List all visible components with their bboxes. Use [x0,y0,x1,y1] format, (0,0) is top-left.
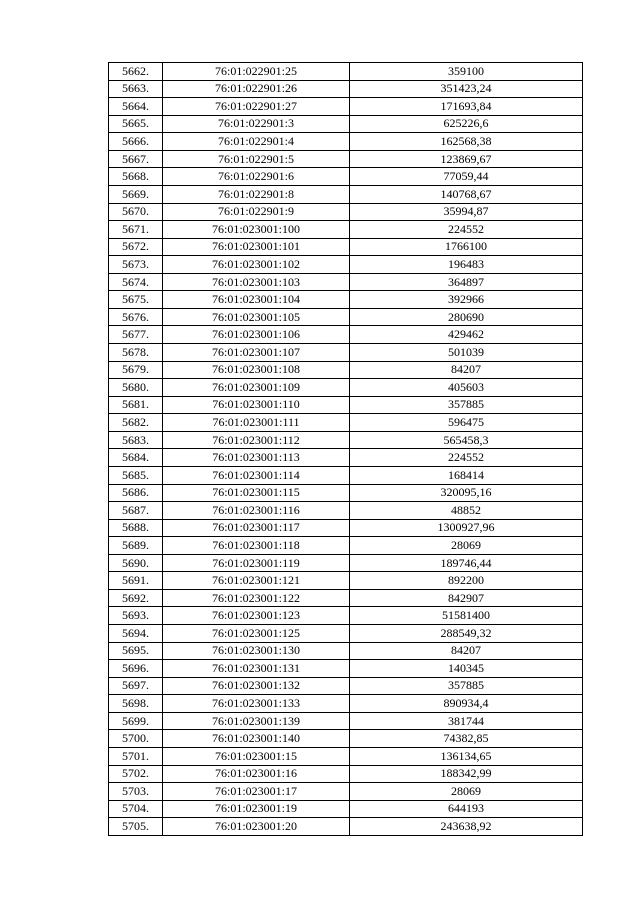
cadastral-number-cell: 76:01:023001:140 [163,730,350,748]
table-row [109,712,583,730]
cadastral-number-cell: 76:01:023001:125 [163,625,350,643]
value-cell: 51581400 [350,607,583,625]
cadastral-number-cell: 76:01:023001:130 [163,642,350,660]
cadastral-number-cell: 76:01:022901:27 [163,98,350,116]
cadastral-number-cell: 76:01:023001:109 [163,379,350,397]
value-cell: 501039 [350,344,583,362]
row-number-cell: 5663. [109,80,163,98]
cadastral-number-cell: 76:01:022901:5 [163,150,350,168]
table-row [109,98,583,116]
row-number-cell: 5695. [109,642,163,660]
cadastral-number-cell: 76:01:023001:15 [163,747,350,765]
table-row [109,730,583,748]
table-row [109,800,583,818]
row-number-cell: 5684. [109,449,163,467]
cadastral-number-cell: 76:01:023001:107 [163,344,350,362]
value-cell: 224552 [350,221,583,239]
row-number-cell: 5662. [109,63,163,81]
table-row [109,466,583,484]
row-number-cell: 5692. [109,589,163,607]
row-number-cell: 5693. [109,607,163,625]
table-row [109,308,583,326]
row-number-cell: 5701. [109,747,163,765]
cadastral-number-cell: 76:01:023001:19 [163,800,350,818]
table-row [109,431,583,449]
row-number-cell: 5677. [109,326,163,344]
row-number-cell: 5703. [109,783,163,801]
row-number-cell: 5686. [109,484,163,502]
table-row [109,695,583,713]
value-cell: 171693,84 [350,98,583,116]
value-cell: 188342,99 [350,765,583,783]
table-row [109,168,583,186]
row-number-cell: 5687. [109,502,163,520]
value-cell: 842907 [350,589,583,607]
row-number-cell: 5689. [109,537,163,555]
value-cell: 224552 [350,449,583,467]
cadastral-number-cell: 76:01:023001:139 [163,712,350,730]
table-row [109,642,583,660]
value-cell: 77059,44 [350,168,583,186]
table-row [109,273,583,291]
table-row [109,291,583,309]
value-cell: 357885 [350,677,583,695]
table-row [109,625,583,643]
value-cell: 359100 [350,63,583,81]
cadastral-number-cell: 76:01:022901:26 [163,80,350,98]
value-cell: 357885 [350,396,583,414]
row-number-cell: 5705. [109,818,163,836]
table-row [109,63,583,81]
value-cell: 168414 [350,466,583,484]
table-row [109,379,583,397]
cadastral-number-cell: 76:01:022901:4 [163,133,350,151]
row-number-cell: 5688. [109,519,163,537]
row-number-cell: 5694. [109,625,163,643]
value-cell: 196483 [350,256,583,274]
table-row [109,221,583,239]
value-cell: 123869,67 [350,150,583,168]
cadastral-number-cell: 76:01:023001:106 [163,326,350,344]
value-cell: 625226,6 [350,115,583,133]
row-number-cell: 5698. [109,695,163,713]
value-cell: 140345 [350,660,583,678]
cadastral-number-cell: 76:01:023001:132 [163,677,350,695]
value-cell: 890934,4 [350,695,583,713]
table-row [109,133,583,151]
row-number-cell: 5666. [109,133,163,151]
cadastral-number-cell: 76:01:023001:103 [163,273,350,291]
table-row [109,449,583,467]
cadastral-number-cell: 76:01:023001:133 [163,695,350,713]
row-number-cell: 5672. [109,238,163,256]
value-cell: 405603 [350,379,583,397]
value-cell: 429462 [350,326,583,344]
value-cell: 892200 [350,572,583,590]
table-row [109,361,583,379]
table-row [109,537,583,555]
cadastral-number-cell: 76:01:023001:101 [163,238,350,256]
table-row [109,747,583,765]
cadastral-number-cell: 76:01:023001:17 [163,783,350,801]
cadastral-number-cell: 76:01:023001:122 [163,589,350,607]
table-row [109,256,583,274]
cadastral-number-cell: 76:01:023001:105 [163,308,350,326]
value-cell: 28069 [350,537,583,555]
table-row [109,203,583,221]
value-cell: 644193 [350,800,583,818]
cadastral-number-cell: 76:01:023001:100 [163,221,350,239]
row-number-cell: 5664. [109,98,163,116]
row-number-cell: 5675. [109,291,163,309]
row-number-cell: 5678. [109,344,163,362]
table-body [109,63,583,836]
row-number-cell: 5670. [109,203,163,221]
value-cell: 1766100 [350,238,583,256]
row-number-cell: 5685. [109,466,163,484]
row-number-cell: 5699. [109,712,163,730]
table-row [109,326,583,344]
value-cell: 243638,92 [350,818,583,836]
row-number-cell: 5702. [109,765,163,783]
table-row [109,150,583,168]
row-number-cell: 5674. [109,273,163,291]
row-number-cell: 5682. [109,414,163,432]
value-cell: 136134,65 [350,747,583,765]
row-number-cell: 5700. [109,730,163,748]
value-cell: 565458,3 [350,431,583,449]
table-row [109,818,583,836]
row-number-cell: 5667. [109,150,163,168]
row-number-cell: 5665. [109,115,163,133]
value-cell: 162568,38 [350,133,583,151]
cadastral-number-cell: 76:01:023001:131 [163,660,350,678]
value-cell: 35994,87 [350,203,583,221]
row-number-cell: 5683. [109,431,163,449]
cadastral-number-cell: 76:01:023001:121 [163,572,350,590]
table-row [109,765,583,783]
value-cell: 140768,67 [350,185,583,203]
value-cell: 74382,85 [350,730,583,748]
row-number-cell: 5669. [109,185,163,203]
value-cell: 288549,32 [350,625,583,643]
table-row [109,115,583,133]
value-cell: 392966 [350,291,583,309]
cadastral-number-cell: 76:01:022901:25 [163,63,350,81]
value-cell: 596475 [350,414,583,432]
table-row [109,80,583,98]
value-cell: 28069 [350,783,583,801]
cadastral-number-cell: 76:01:023001:119 [163,554,350,572]
value-cell: 1300927,96 [350,519,583,537]
table-row [109,783,583,801]
cadastral-number-cell: 76:01:023001:110 [163,396,350,414]
table-row [109,589,583,607]
table-row [109,677,583,695]
row-number-cell: 5673. [109,256,163,274]
table-row [109,185,583,203]
row-number-cell: 5671. [109,221,163,239]
cadastral-number-cell: 76:01:023001:104 [163,291,350,309]
cadastral-number-cell: 76:01:023001:123 [163,607,350,625]
value-cell: 189746,44 [350,554,583,572]
table-row [109,344,583,362]
table-row [109,607,583,625]
cadastral-number-cell: 76:01:023001:113 [163,449,350,467]
cadastral-number-cell: 76:01:023001:115 [163,484,350,502]
table-row [109,396,583,414]
value-cell: 280690 [350,308,583,326]
table-row [109,554,583,572]
table-row [109,519,583,537]
table-row [109,660,583,678]
cadastral-number-cell: 76:01:022901:6 [163,168,350,186]
value-cell: 351423,24 [350,80,583,98]
row-number-cell: 5668. [109,168,163,186]
value-cell: 84207 [350,361,583,379]
cadastral-number-cell: 76:01:023001:117 [163,519,350,537]
cadastral-number-cell: 76:01:023001:118 [163,537,350,555]
value-cell: 48852 [350,502,583,520]
value-cell: 320095,16 [350,484,583,502]
table-row [109,484,583,502]
table-row [109,502,583,520]
table-row [109,238,583,256]
row-number-cell: 5704. [109,800,163,818]
cadastral-number-cell: 76:01:023001:20 [163,818,350,836]
table-row [109,572,583,590]
cadastral-value-table [108,62,583,836]
cadastral-number-cell: 76:01:022901:3 [163,115,350,133]
row-number-cell: 5679. [109,361,163,379]
row-number-cell: 5681. [109,396,163,414]
value-cell: 84207 [350,642,583,660]
value-cell: 381744 [350,712,583,730]
cadastral-number-cell: 76:01:023001:114 [163,466,350,484]
value-cell: 364897 [350,273,583,291]
cadastral-number-cell: 76:01:023001:112 [163,431,350,449]
cadastral-number-cell: 76:01:022901:9 [163,203,350,221]
row-number-cell: 5697. [109,677,163,695]
row-number-cell: 5691. [109,572,163,590]
row-number-cell: 5676. [109,308,163,326]
row-number-cell: 5680. [109,379,163,397]
cadastral-number-cell: 76:01:023001:116 [163,502,350,520]
cadastral-number-cell: 76:01:023001:16 [163,765,350,783]
cadastral-number-cell: 76:01:023001:102 [163,256,350,274]
cadastral-number-cell: 76:01:022901:8 [163,185,350,203]
row-number-cell: 5696. [109,660,163,678]
cadastral-number-cell: 76:01:023001:111 [163,414,350,432]
row-number-cell: 5690. [109,554,163,572]
table-row [109,414,583,432]
cadastral-number-cell: 76:01:023001:108 [163,361,350,379]
